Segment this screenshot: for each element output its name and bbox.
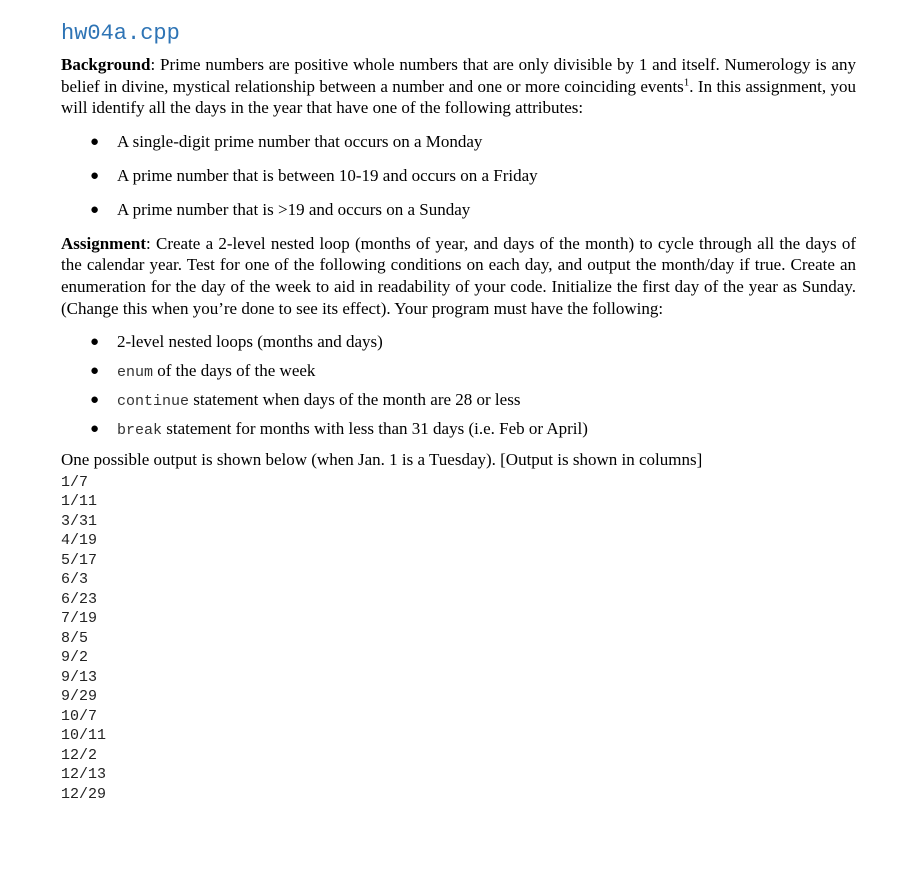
output-line: 9/13: [61, 668, 98, 686]
output-line: 10/11: [61, 727, 107, 745]
requirement-code: enum: [117, 364, 154, 382]
background-label: Background: [61, 55, 151, 74]
background-paragraph: [61, 54, 856, 119]
output-line: 9/2: [61, 649, 89, 667]
requirement-code: break: [117, 422, 163, 440]
output-line: 12/13: [61, 766, 107, 784]
requirement-item: [90, 389, 856, 418]
requirement-item: [90, 360, 856, 389]
output-line: 8/5: [61, 629, 89, 647]
assignment-paragraph: [61, 233, 856, 319]
requirement-item: [90, 418, 856, 447]
background-text: : Prime numbers are positive whole numbers that are only divisible by 1 and itself. Numerology is any belief in divine, mystical relationship between a number and one or more coinciding events: [61, 55, 856, 96]
output-line: 1/7: [61, 473, 89, 491]
output-intro: One possible output is shown below (when Jan. 1 is a Tuesday). [Output is shown in columns]: [61, 450, 703, 470]
bullet-icon: ●: [90, 334, 100, 351]
output-line: 1/11: [61, 493, 98, 511]
output-line: 7/19: [61, 610, 98, 628]
bullet-icon: ●: [90, 201, 100, 218]
requirement-text: 2-level nested loops (months and days): [117, 332, 383, 352]
attribute-item: [90, 199, 856, 233]
sample-output: [61, 473, 856, 805]
output-line: 9/29: [61, 688, 98, 706]
attribute-text: A single-digit prime number that occurs on a Monday: [117, 131, 483, 151]
attribute-item: [90, 165, 856, 199]
bullet-icon: ●: [90, 167, 100, 184]
assignment-label: Assignment: [61, 233, 147, 253]
footnote-marker: 1: [683, 75, 690, 88]
document-page: [61, 20, 856, 804]
attribute-text: A prime number that is between 10-19 and occurs on a Friday: [117, 165, 538, 185]
attribute-item: [90, 131, 856, 165]
attributes-list: [61, 131, 856, 233]
output-line: 12/2: [61, 746, 98, 764]
bullet-icon: ●: [90, 133, 100, 150]
output-line: 6/23: [61, 590, 98, 608]
bullet-icon: ●: [90, 363, 100, 380]
document-title: hw04a.cpp: [61, 21, 180, 46]
requirements-list: [61, 331, 856, 447]
output-line: 5/17: [61, 551, 98, 569]
output-line: 10/7: [61, 707, 98, 725]
output-line: 4/19: [61, 532, 98, 550]
requirement-code: continue: [117, 393, 190, 411]
output-line: 6/3: [61, 571, 89, 589]
bullet-icon: ●: [90, 421, 100, 438]
background-text-after: . In this assignment, you will identify all the days in the year that have one of the following attributes:: [61, 76, 856, 118]
requirement-item: [90, 331, 856, 360]
bullet-icon: ●: [90, 392, 100, 409]
output-line: 3/31: [61, 512, 98, 530]
attribute-text: A prime number that is >19 and occurs on a Sunday: [117, 199, 471, 219]
requirement-text: statement for months with less than 31 days (i.e. Feb or April): [162, 419, 588, 439]
requirement-text: statement when days of the month are 28 or less: [189, 390, 521, 410]
requirement-text: of the days of the week: [153, 361, 316, 381]
assignment-text: : Create a 2-level nested loop (months of year, and days of the month) to cycle through all the days of the calendar year. Test for one of the following conditions on each day, and output the month/day if true. Create an enumeration for the day of the week to aid in readability of your code. Initialize the first day of the year as Sunday. (Change this when you’re done to see its effect). Your program must have the following:: [61, 233, 856, 318]
output-line: 12/29: [61, 785, 107, 803]
